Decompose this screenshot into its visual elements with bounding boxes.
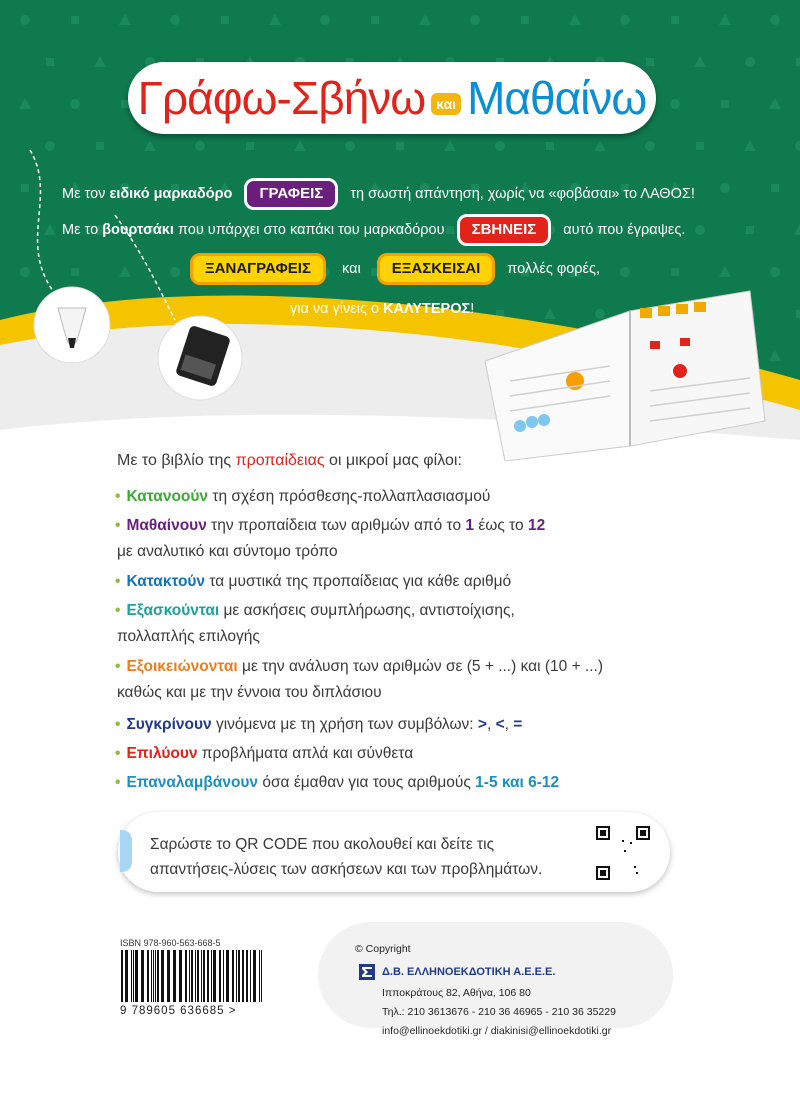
item-symbol: = — [513, 716, 523, 733]
features-intro — [117, 452, 462, 470]
intro-text: για να γίνεις ο — [290, 301, 384, 317]
qr-line: απαντήσεις-λύσεις των ασκήσεων και των προβλημάτων. — [150, 861, 543, 878]
barcode-number: 9 789605 636685 > — [120, 1005, 237, 1017]
list-item — [115, 484, 490, 510]
item-range: 1-5 — [475, 774, 498, 791]
publisher-logo-icon — [359, 964, 375, 980]
intro-line-3 — [190, 253, 600, 285]
bullet-icon: • — [115, 658, 121, 675]
item-text: και — [497, 774, 529, 791]
pill-rewrite: ΞΑΝΑΓΡΑΦΕΙΣ — [190, 253, 326, 285]
item-text: όσα έμαθαν για τους αριθμούς — [258, 774, 476, 791]
qr-accent — [120, 830, 132, 872]
list-item — [115, 569, 511, 595]
item-number: 1 — [465, 517, 475, 534]
intro-text: και — [342, 260, 361, 277]
bullet-icon: • — [115, 602, 121, 619]
marker-tip-icon — [34, 287, 110, 363]
intro-line-1 — [62, 178, 695, 210]
publisher-emails: info@ellinoekdotiki.gr / diakinisi@ellinoekdotiki.gr — [382, 1025, 612, 1037]
item-text: πολλαπλής επιλογής — [117, 628, 260, 645]
qr-code-icon[interactable] — [596, 826, 650, 880]
intro-bold: ειδικό μαρκαδόρο — [109, 185, 233, 202]
pill-write: ΓΡΑΦΕΙΣ — [244, 178, 338, 210]
item-text: έως το — [474, 517, 528, 534]
intro-text: που υπάρχει στο καπάκι του μαρκαδόρου — [173, 221, 445, 238]
page-title — [128, 62, 656, 134]
open-book-illustration — [480, 286, 770, 466]
item-symbol: < — [495, 716, 505, 733]
item-verb: Μαθαίνουν — [126, 517, 207, 534]
intro-text: Με το — [62, 221, 103, 238]
intro-bold: βουρτσάκι — [102, 221, 174, 238]
pill-practice: ΕΞΑΣΚΕΙΣΑΙ — [377, 253, 496, 285]
publisher-address: Ιπποκράτους 82, Αθήνα, 106 80 — [382, 987, 531, 999]
features-intro-highlight: προπαίδειας — [235, 452, 325, 469]
item-text: με ασκήσεις συμπλήρωσης, αντιστοίχισης, — [219, 602, 515, 619]
features-intro-text: Με το βιβλίο της — [117, 452, 236, 469]
list-item: • Συγκρίνουν γινόμενα με τη χρήση των συμβόλων: >, <, = — [115, 716, 523, 733]
bullet-icon: • — [115, 745, 121, 762]
item-text: με αναλυτικό και σύντομο τρόπο — [117, 543, 338, 560]
bullet-icon: • — [115, 517, 121, 534]
intro-text: αυτό που έγραψες. — [563, 221, 686, 238]
dashed-line — [30, 150, 65, 305]
isbn-label: ISBN 978-960-563-668-5 — [120, 938, 221, 948]
intro-text: ! — [470, 301, 475, 317]
item-symbol: > — [477, 716, 487, 733]
barcode-icon — [117, 950, 269, 1006]
item-number: 12 — [527, 517, 546, 534]
features-intro-text: οι μικροί μας φίλοι: — [324, 452, 462, 469]
list-item — [115, 770, 559, 796]
item-verb: Συγκρίνουν — [126, 716, 212, 733]
item-verb: Εξοικειώνονται — [126, 658, 238, 675]
publisher-phones: Τηλ.: 210 3613676 - 210 36 46965 - 210 36 35229 — [382, 1006, 616, 1018]
pill-erase: ΣΒΗΝΕΙΣ — [457, 214, 552, 246]
list-item — [115, 598, 515, 650]
eraser-brush-icon — [158, 316, 242, 400]
list-item — [115, 654, 603, 706]
qr-line: Σαρώστε το QR CODE που ακολουθεί και δείτε τις — [150, 836, 495, 853]
title-part-2: Μαθαίνω — [467, 72, 647, 124]
item-verb: Εξασκούνται — [126, 602, 220, 619]
item-text: τα μυστικά της προπαίδειας για κάθε αριθμό — [205, 573, 512, 590]
copyright-label: © Copyright — [355, 943, 411, 955]
intro-text: τη σωστή απάντηση, χωρίς να «φοβάσαι» το ΛΑΘΟΣ! — [350, 185, 695, 202]
item-text: προβλήματα απλά και σύνθετα — [197, 745, 414, 762]
title-and-badge: και — [431, 93, 461, 115]
item-verb: Κατακτούν — [126, 573, 206, 590]
item-text: με την ανάλυση των αριθμών σε (5 + ...) και (10 + ...) — [237, 658, 604, 675]
item-range: 6-12 — [528, 774, 560, 791]
item-verb: Επαναλαμβάνουν — [126, 774, 259, 791]
item-text: την προπαίδεια των αριθμών από το — [206, 517, 466, 534]
intro-bold: ΚΑΛΥΤΕΡΟΣ — [383, 301, 471, 317]
intro-text: Με τον — [62, 185, 110, 202]
intro-line-4 — [290, 301, 474, 317]
bullet-icon: • — [115, 716, 121, 733]
list-item — [115, 513, 545, 565]
bullet-icon: • — [115, 573, 121, 590]
qr-instructions — [150, 832, 542, 882]
title-part-1: Γράφω-Σβήνω — [137, 72, 426, 124]
intro-line-2 — [62, 214, 685, 246]
publisher-name: Δ.Β. ΕΛΛΗΝΟΕΚΔΟΤΙΚΗ Α.Ε.Ε.Ε. — [382, 966, 556, 978]
list-item — [115, 741, 413, 767]
item-verb: Κατανοούν — [126, 488, 209, 505]
item-text: καθώς και με την έννοια του διπλάσιου — [117, 684, 382, 701]
intro-text: πολλές φορές, — [507, 260, 601, 277]
item-verb: Επιλύουν — [126, 745, 198, 762]
bullet-icon: • — [115, 488, 121, 505]
item-text: γινόμενα με τη χρήση των συμβόλων: — [211, 716, 478, 733]
bullet-icon: • — [115, 774, 121, 791]
item-text: τη σχέση πρόσθεσης-πολλαπλασιασμού — [208, 488, 491, 505]
